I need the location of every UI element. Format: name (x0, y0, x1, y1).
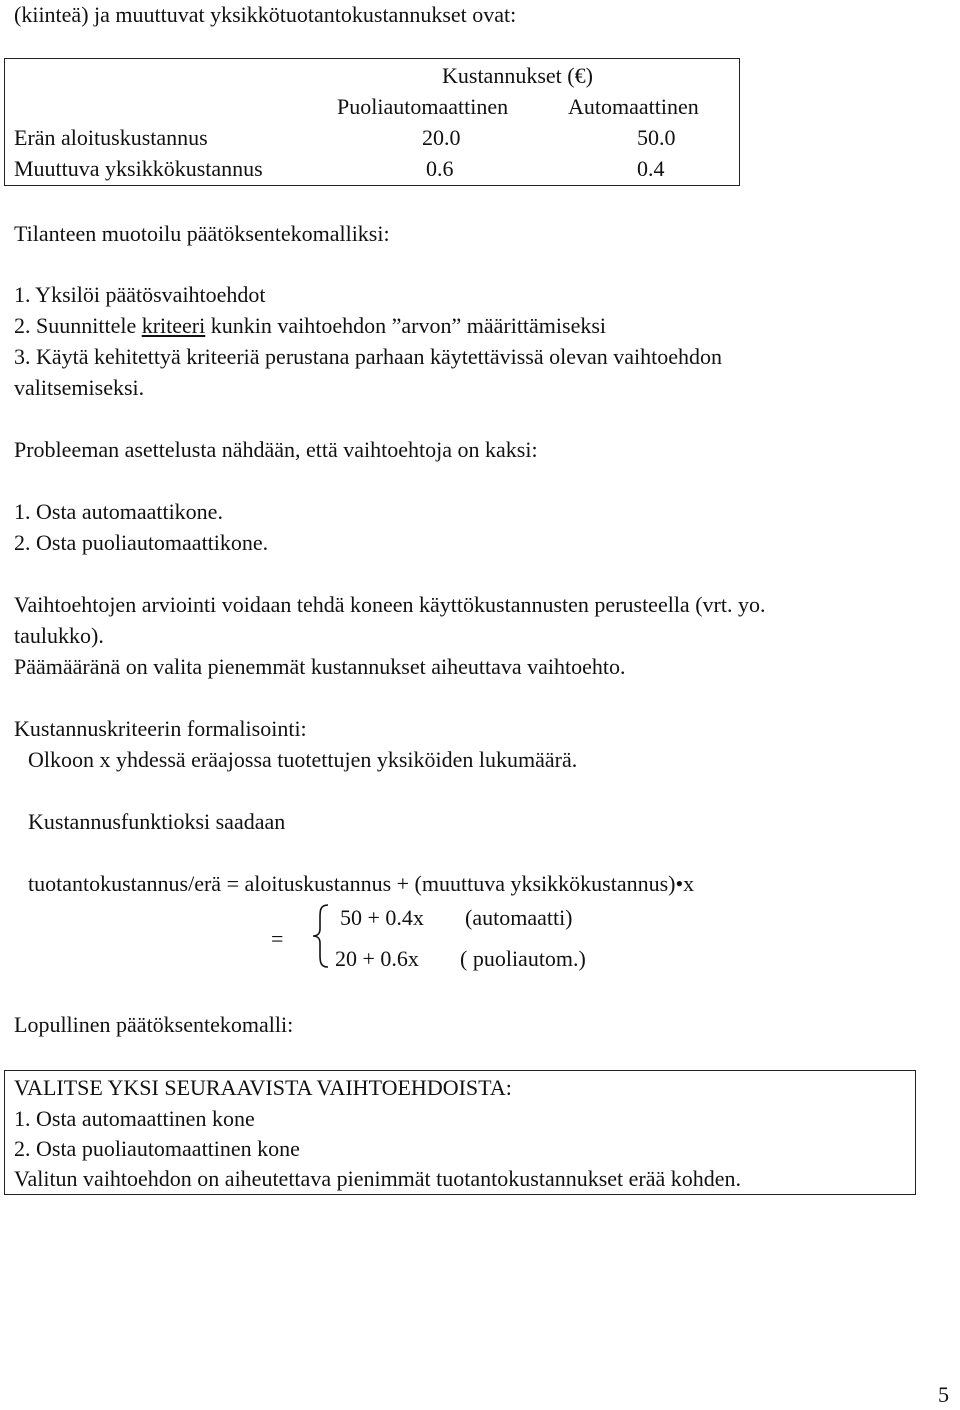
case1-expression: 50 + 0.4x (340, 905, 424, 930)
table-cell: 0.4 (637, 156, 665, 181)
decision-rule: Valitun vaihtoehdon on aiheutettava pienimmät tuotantokustannukset erää kohden. (14, 1166, 742, 1191)
decision-option-1: 1. Osta automaattinen kone (14, 1106, 255, 1131)
case2-expression: 20 + 0.6x (335, 946, 419, 971)
evaluation-line1: Vaihtoehtojen arviointi voidaan tehdä koneen käyttökustannusten perusteella (vrt. yo. (14, 592, 766, 617)
decision-box (4, 1070, 916, 1195)
step-2-prefix: 2. Suunnittele (14, 313, 142, 338)
decision-title: VALITSE YKSI SEURAAVISTA VAIHTOEHDOISTA: (14, 1075, 512, 1100)
intro-text: (kiinteä) ja muuttuvat yksikkötuotantokustannukset ovat: (14, 2, 517, 27)
step-3-line1: 3. Käytä kehitettyä kriteeriä perustana parhaan käytettävissä olevan vaihtoehdon (14, 344, 722, 369)
table-cell: 20.0 (422, 125, 461, 150)
table-row-label: Erän aloituskustannus (14, 125, 208, 150)
table-group-header: Kustannukset (€) (442, 63, 593, 88)
table-cell: 0.6 (426, 156, 454, 181)
cost-function-intro: Kustannusfunktioksi saadaan (28, 809, 286, 834)
table-row-label: Muuttuva yksikkökustannus (14, 156, 263, 181)
table-col-header-semi: Puoliautomaattinen (337, 94, 509, 119)
step-2-keyword: kriteeri (141, 313, 206, 338)
problem-statement: Probleeman asettelusta nähdään, että vaihtoehtoja on kaksi: (14, 437, 538, 462)
step-2-suffix: kunkin vaihtoehdon ”arvon” määrittämiseksi (205, 313, 607, 338)
cost-function-equation: tuotantokustannus/erä = aloituskustannus + (muuttuva yksikkökustannus)•x (28, 871, 695, 896)
step-2 (14, 311, 606, 341)
evaluation-line2: taulukko). (14, 623, 104, 648)
alternative-2: 2. Osta puoliautomaattikone. (14, 530, 269, 555)
step-3-line2: valitsemiseksi. (14, 375, 145, 400)
decision-option-2: 2. Osta puoliautomaattinen kone (14, 1136, 300, 1161)
cost-table (4, 58, 740, 186)
criterion-heading: Kustannuskriteerin formalisointi: (14, 716, 307, 741)
equals-sign: = (271, 926, 284, 951)
table-cell: 50.0 (637, 125, 676, 150)
page-number: 5 (938, 1382, 949, 1407)
case2-label: ( puoliautom.) (460, 946, 586, 971)
curly-brace-icon (310, 903, 334, 969)
case1-label: (automaatti) (465, 905, 573, 930)
alternative-1: 1. Osta automaattikone. (14, 499, 223, 524)
criterion-definition: Olkoon x yhdessä eräajossa tuotettujen yksiköiden lukumäärä. (28, 747, 578, 772)
evaluation-line3: Päämääränä on valita pienemmät kustannukset aiheuttava vaihtoehto. (14, 654, 626, 679)
table-col-header-auto: Automaattinen (568, 94, 699, 119)
final-model-heading: Lopullinen päätöksentekomalli: (14, 1012, 294, 1037)
step-1: 1. Yksilöi päätösvaihtoehdot (14, 282, 266, 307)
formulation-heading: Tilanteen muotoilu päätöksentekomalliksi: (14, 221, 390, 246)
